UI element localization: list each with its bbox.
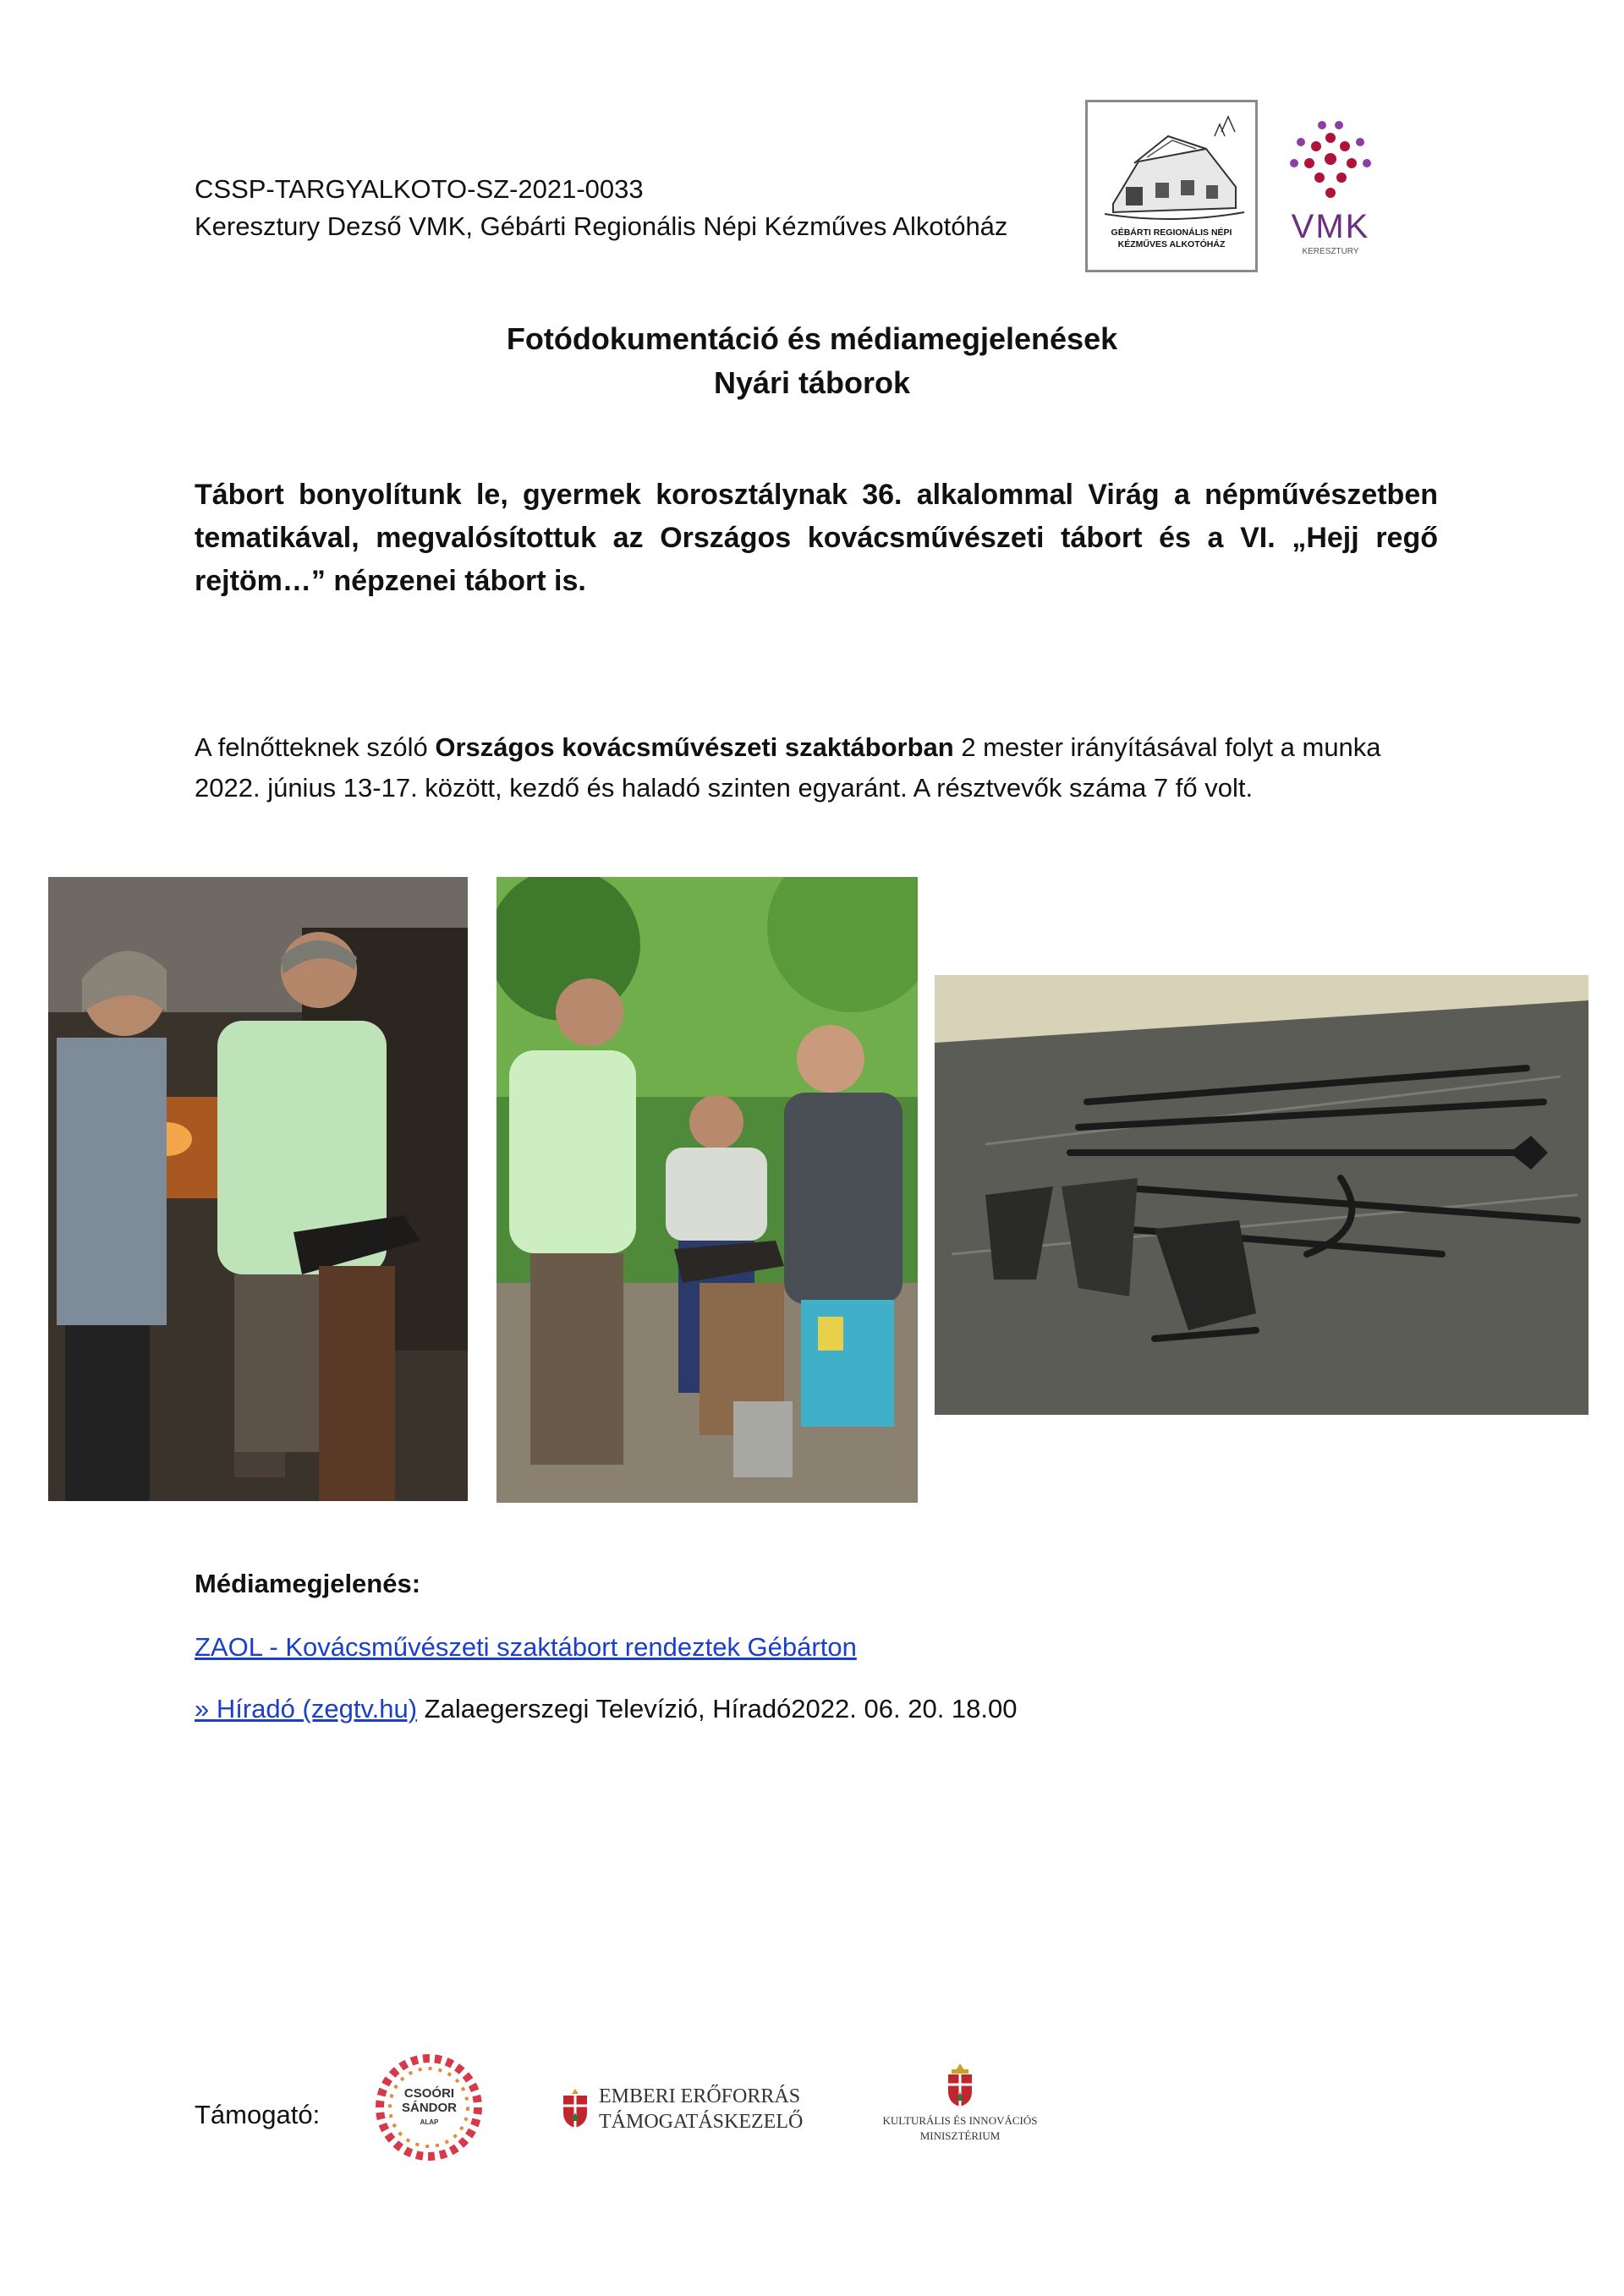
zaol-article-link[interactable]: ZAOL - Kovácsművészeti szaktábort rendeztek Gébárton xyxy=(195,1632,857,1662)
sponsor-label: Támogató: xyxy=(195,2100,321,2129)
media-heading: Médiamegjelenés: xyxy=(195,1569,421,1598)
camp-paragraph-before: A felnőtteknek szóló xyxy=(195,732,436,762)
emet-logo xyxy=(561,2082,815,2141)
hirado-link[interactable]: » Híradó (zegtv.hu) xyxy=(195,1694,418,1723)
photo-forged-tools xyxy=(935,975,1588,1415)
emet-line2: TÁMOGATÁSKEZELŐ xyxy=(599,2111,804,2133)
page-subtitle: Nyári táborok xyxy=(713,365,911,400)
intro-paragraph: Tábort bonyolítunk le, gyermek korosztálynak 36. alkalommal Virág a népművészetben tematikával, megvalósítottuk az Országos kovácsművészeti tábort és a VI. „Hejj regő rejtöm…” népzenei tábort is. xyxy=(195,479,1438,597)
kim-ministry-logo xyxy=(867,2062,1053,2155)
csoori-line2: SÁNDOR xyxy=(401,2101,457,2115)
alkotohaz-logo-line1: GÉBÁRTI REGIONÁLIS NÉPI xyxy=(1111,227,1232,238)
camp-paragraph-bold: Országos kovácsművészeti szaktáborban xyxy=(435,732,954,762)
photo-group-at-anvil xyxy=(497,877,918,1503)
page-title: Fotódokumentáció és médiamegjelenések xyxy=(506,321,1118,356)
institution-name: Keresztury Dezső VMK, Gébárti Regionális Népi Kézműves Alkotóház xyxy=(195,211,1008,241)
hirado-description: Zalaegerszegi Televízió, Híradó2022. 06. 20. 18.00 xyxy=(417,1694,1018,1723)
vmk-dots-icon xyxy=(1284,117,1377,210)
alkotohaz-logo xyxy=(1085,100,1258,272)
kim-line2: MINISZTÉRIUM xyxy=(919,2129,1001,2142)
kim-line1: KULTURÁLIS ÉS INNOVÁCIÓS xyxy=(882,2114,1038,2127)
csoori-sandor-logo xyxy=(372,2051,486,2165)
vmk-logo-text: VMK xyxy=(1291,208,1370,245)
alkotohaz-logo-line2: KÉZMŰVES ALKOTÓHÁZ xyxy=(1117,239,1226,249)
vmk-logo-subtext: KERESZTURY xyxy=(1302,247,1359,256)
camp-paragraph xyxy=(195,727,1446,808)
csoori-line3: ALAP xyxy=(420,2118,439,2126)
photo-smith-at-anvil xyxy=(48,877,468,1501)
csoori-line1: CSOÓRI xyxy=(403,2086,455,2101)
emet-line1: EMBERI ERŐFORRÁS xyxy=(599,2085,801,2107)
camp-paragraph-after: 2 mester irányításával folyt a munka 2022. június 13-17. között, kezdő és haladó szinten egyaránt. A résztvevők száma 7 fő volt. xyxy=(195,732,1381,803)
hungarian-coat-of-arms-icon xyxy=(946,2062,974,2109)
hirado-line xyxy=(195,1694,1018,1724)
hungarian-crest-icon xyxy=(561,2087,590,2129)
vmk-logo xyxy=(1284,117,1377,260)
document-code: CSSP-TARGYALKOTO-SZ-2021-0033 xyxy=(195,174,644,204)
